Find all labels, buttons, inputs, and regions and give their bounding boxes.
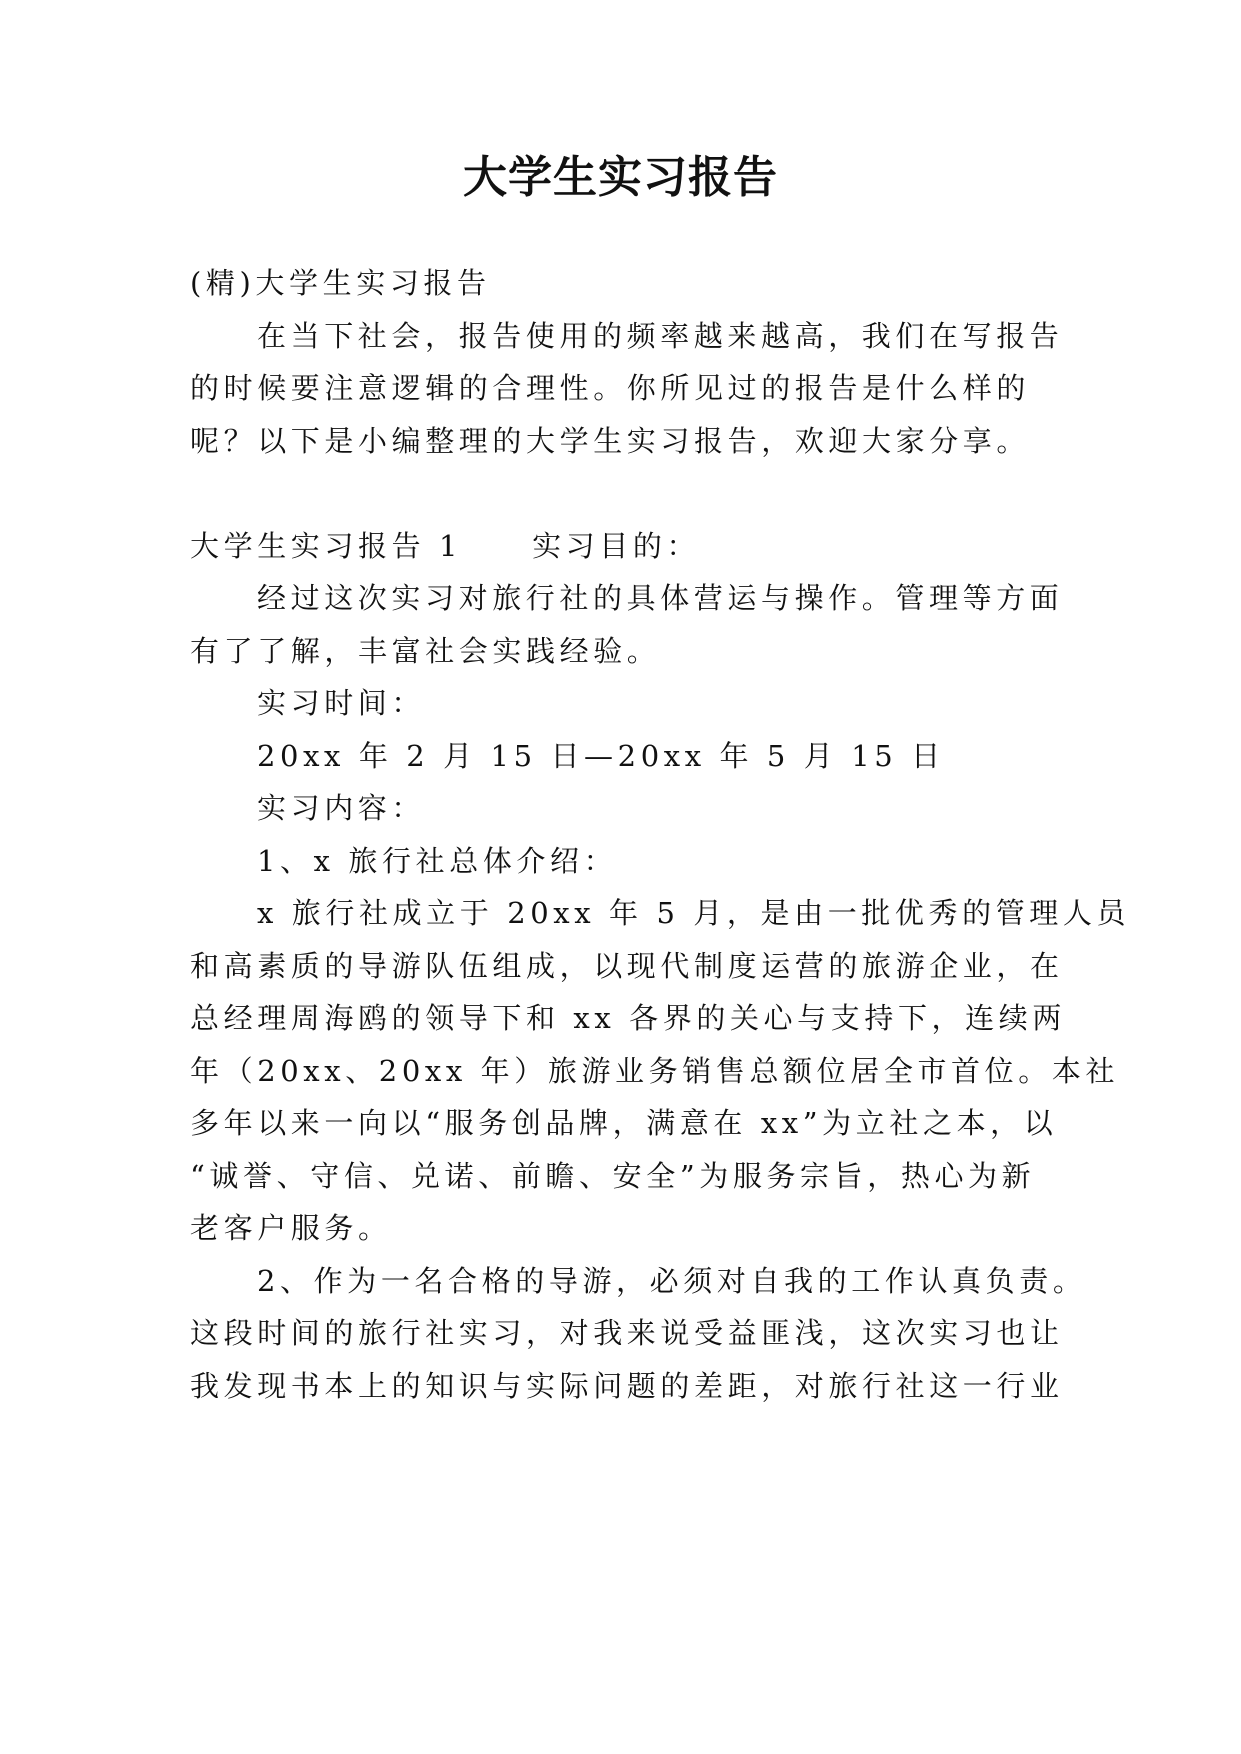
time-label: 实习时间：	[257, 686, 426, 720]
time-value: 20xx 年 2 月 15 日—20xx 年 5 月 15 日	[257, 739, 945, 773]
item1-line: 总经理周海鸥的领导下和 xx 各界的关心与支持下，连续两	[190, 1001, 1066, 1035]
intro-line: 的时候要注意逻辑的合理性。你所见过的报告是什么样的	[190, 371, 1031, 405]
intro-line: 呢？以下是小编整理的大学生实习报告，欢迎大家分享。	[190, 424, 1031, 458]
document-subtitle: (精)大学生实习报告	[190, 266, 491, 300]
item1-line: 老客户服务。	[190, 1211, 392, 1245]
item1-line: 年（20xx、20xx 年）旅游业务销售总额位居全市首位。本社	[190, 1054, 1120, 1088]
content-label: 实习内容：	[257, 791, 426, 825]
purpose-line: 有了了解，丰富社会实践经验。	[190, 634, 661, 668]
item1-line: 多年以来一向以“服务创品牌，满意在 xx”为立社之本，以	[190, 1106, 1058, 1140]
section-topic: 实习目的：	[532, 529, 701, 563]
document-title: 大学生实习报告	[463, 152, 778, 203]
item2-line: 我发现书本上的知识与实际问题的差距，对旅行社这一行业	[190, 1369, 1064, 1403]
purpose-line: 经过这次实习对旅行社的具体营运与操作。管理等方面	[257, 581, 1064, 615]
section-heading-row	[190, 526, 700, 566]
section-heading: 大学生实习报告 1	[190, 529, 463, 563]
item1-heading: 1、x 旅行社总体介绍：	[257, 844, 618, 878]
item1-line: “诚誉、守信、兑诺、前瞻、安全”为服务宗旨，热心为新	[190, 1159, 1036, 1193]
item1-line: 和高素质的导游队伍组成，以现代制度运营的旅游企业，在	[190, 949, 1064, 983]
item1-line: x 旅行社成立于 20xx 年 5 月，是由一批优秀的管理人员	[257, 896, 1131, 930]
item2-line: 这段时间的旅行社实习，对我来说受益匪浅，这次实习也让	[190, 1316, 1064, 1350]
intro-line: 在当下社会，报告使用的频率越来越高，我们在写报告	[257, 319, 1064, 353]
item2-line: 2、作为一名合格的导游，必须对自我的工作认真负责。	[257, 1264, 1087, 1298]
